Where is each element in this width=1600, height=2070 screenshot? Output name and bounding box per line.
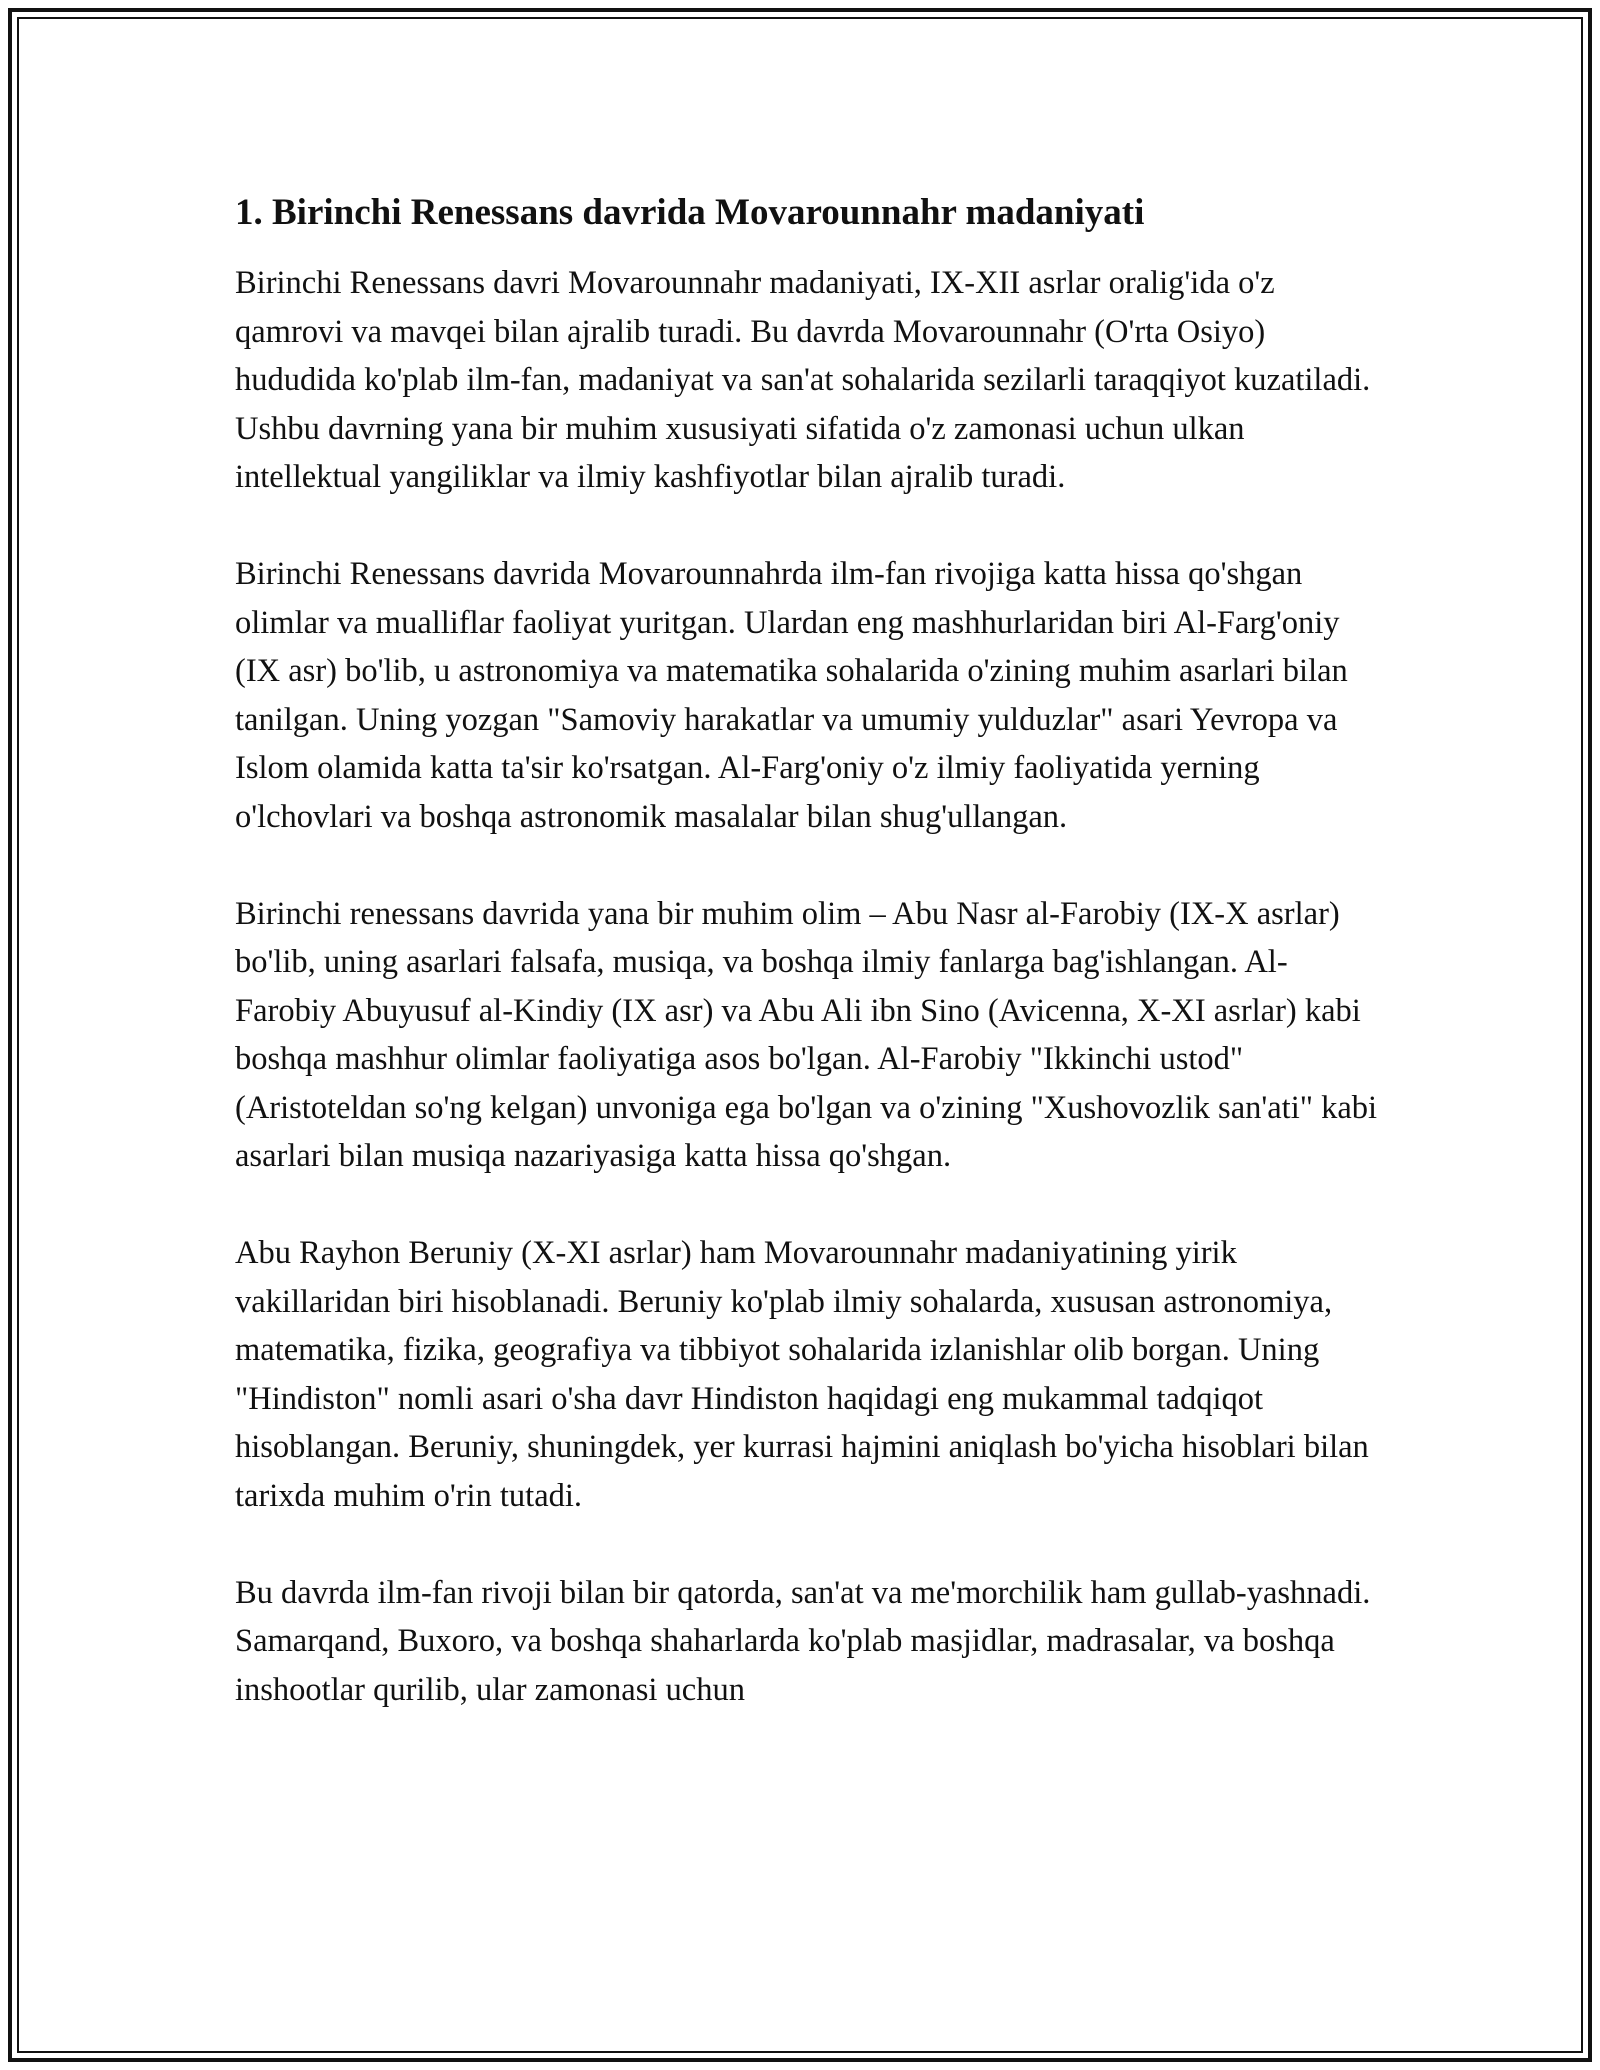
paragraph-al-fargoniy: Birinchi Renessans davrida Movarounnahrda ilm-fan rivojiga katta hissa qo'shgan olimlar va mualliflar faoliyat yuritgan. Ulardan eng mashhurlaridan biri Al-Farg'oniy (IX asr) bo'lib, u astronomiya va matematika sohalarida o'zining muhim asarlari bilan tanilgan. Uning yozgan "Samoviy harakatlar va umumiy yulduzlar" asari Yevropa va Islom olamida katta ta'sir ko'rsatgan. Al-Farg'oniy o'z ilmiy faoliyatida yerning o'lchovlari va boshqa astronomik masalalar bilan shug'ullangan.: [235, 556, 1348, 835]
paragraph-intro: Birinchi Renessans davri Movarounnahr madaniyati, IX-XII asrlar oralig'ida o'z qamrovi va mavqei bilan ajralib turadi. Bu davrda Movarounnahr (O'rta Osiyo) hududida ko'plab ilm-fan, madaniyat va san'at sohalarida sezilarli taraqqiyot kuzatiladi. Ushbu davrning yana bir muhim xususiyati sifatida o'z zamonasi uchun ulkan intellektual yangiliklar va ilmiy kashfiyotlar bilan ajralib turadi.: [235, 265, 1371, 495]
document-body: [235, 186, 1380, 1714]
paragraph-al-farobiy: Birinchi renessans davrida yana bir muhim olim – Abu Nasr al-Farobiy (IX-X asrlar) bo'lib, uning asarlari falsafa, musiqa, va boshqa ilmiy fanlarga bag'ishlangan. Al-Farobiy Abuyusuf al-Kindiy (IX asr) va Abu Ali ibn Sino (Avicenna, X-XI asrlar) kabi boshqa mashhur olimlar faoliyatiga asos bo'lgan. Al-Farobiy "Ikkinchi ustod" (Aristoteldan so'ng kelgan) unvoniga ega bo'lgan va o'zining "Xushovozlik san'ati" kabi asarlari bilan musiqa nazariyasiga katta hissa qo'shgan.: [235, 895, 1378, 1174]
paragraph-art-architecture: Bu davrda ilm-fan rivoji bilan bir qatorda, san'at va me'morchilik ham gullab-yashnadi. Samarqand, Buxoro, va boshqa shaharlarda ko'plab masjidlar, madrasalar, va boshqa inshootlar qurilib, ular zamonasi uchun: [235, 1574, 1371, 1708]
paragraph-beruniy: Abu Rayhon Beruniy (X-XI asrlar) ham Movarounnahr madaniyatining yirik vakillaridan biri hisoblanadi. Beruniy ko'plab ilmiy sohalarda, xususan astronomiya, matematika, fizika, geografiya va tibbiyot sohalarida izlanishlar olib borgan. Uning "Hindiston" nomli asari o'sha davr Hindiston haqidagi eng mukammal tadqiqot hisoblangan. Beruniy, shuningdek, yer kurrasi hajmini aniqlash bo'yicha hisoblari bilan tarixda muhim o'rin tutadi.: [235, 1235, 1369, 1514]
section-heading: 1. Birinchi Renessans davrida Movarounnahr madaniyati: [235, 192, 1145, 233]
